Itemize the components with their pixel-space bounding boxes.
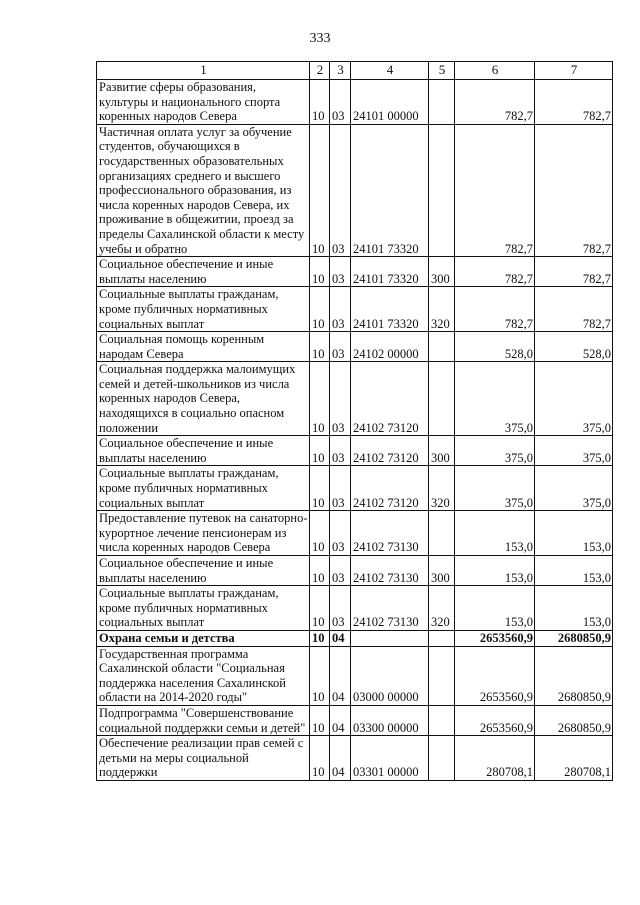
budget-table — [96, 61, 613, 781]
expense-type-code — [429, 646, 455, 705]
subsection-code: 03 — [330, 332, 351, 362]
row-name: Государственная программа Сахалинской области "Социальная поддержка населения Сахалинской области на 2014-2020 годы" — [97, 646, 310, 705]
target-article-code: 24102 73130 — [351, 556, 429, 586]
page-number: 333 — [309, 31, 331, 46]
amount-year-2: 375,0 — [535, 362, 613, 436]
expense-type-code — [429, 705, 455, 735]
subsection-code: 03 — [330, 287, 351, 332]
amount-year-2: 375,0 — [535, 436, 613, 466]
expense-type-code: 300 — [429, 556, 455, 586]
amount-year-2: 280708,1 — [535, 736, 613, 781]
target-article-code: 24101 73320 — [351, 124, 429, 256]
target-article-code: 24101 00000 — [351, 80, 429, 125]
amount-year-1: 2653560,9 — [455, 705, 535, 735]
subsection-code: 03 — [330, 124, 351, 256]
section-code: 10 — [310, 586, 330, 631]
amount-year-1: 2653560,9 — [455, 646, 535, 705]
row-name: Социальные выплаты гражданам, кроме публичных нормативных социальных выплат — [97, 466, 310, 511]
amount-year-2: 153,0 — [535, 556, 613, 586]
target-article-code — [351, 630, 429, 646]
header-cell: 2 — [310, 62, 330, 80]
row-name: Социальные выплаты гражданам, кроме публичных нормативных социальных выплат — [97, 287, 310, 332]
amount-year-1: 2653560,9 — [455, 630, 535, 646]
expense-type-code — [429, 736, 455, 781]
subsection-code: 03 — [330, 362, 351, 436]
table-row — [97, 630, 613, 646]
table-row — [97, 736, 613, 781]
subsection-code: 03 — [330, 436, 351, 466]
target-article-code: 03301 00000 — [351, 736, 429, 781]
section-code: 10 — [310, 362, 330, 436]
table-row — [97, 436, 613, 466]
expense-type-code: 320 — [429, 586, 455, 631]
amount-year-2: 782,7 — [535, 257, 613, 287]
row-name: Подпрограмма "Совершенствование социальной поддержки семьи и детей" — [97, 705, 310, 735]
amount-year-1: 782,7 — [455, 124, 535, 256]
table-row — [97, 124, 613, 256]
expense-type-code — [429, 630, 455, 646]
amount-year-2: 782,7 — [535, 124, 613, 256]
section-code: 10 — [310, 511, 330, 556]
row-name: Охрана семьи и детства — [97, 630, 310, 646]
row-name: Развитие сферы образования, культуры и национального спорта коренных народов Севера — [97, 80, 310, 125]
table-row — [97, 332, 613, 362]
amount-year-2: 153,0 — [535, 586, 613, 631]
expense-type-code — [429, 124, 455, 256]
table-row — [97, 257, 613, 287]
subsection-code: 03 — [330, 257, 351, 287]
target-article-code: 24101 73320 — [351, 257, 429, 287]
section-code: 10 — [310, 736, 330, 781]
section-code: 10 — [310, 287, 330, 332]
row-name: Социальное обеспечение и иные выплаты населению — [97, 257, 310, 287]
amount-year-2: 2680850,9 — [535, 646, 613, 705]
amount-year-1: 528,0 — [455, 332, 535, 362]
amount-year-1: 782,7 — [455, 287, 535, 332]
expense-type-code: 320 — [429, 466, 455, 511]
amount-year-2: 2680850,9 — [535, 705, 613, 735]
header-cell: 6 — [455, 62, 535, 80]
subsection-code: 04 — [330, 646, 351, 705]
expense-type-code — [429, 80, 455, 125]
header-cell: 4 — [351, 62, 429, 80]
row-name: Социальное обеспечение и иные выплаты населению — [97, 436, 310, 466]
target-article-code: 24102 73120 — [351, 362, 429, 436]
table-row — [97, 287, 613, 332]
amount-year-2: 2680850,9 — [535, 630, 613, 646]
expense-type-code: 300 — [429, 436, 455, 466]
section-code: 10 — [310, 257, 330, 287]
target-article-code: 24101 73320 — [351, 287, 429, 332]
amount-year-2: 375,0 — [535, 466, 613, 511]
amount-year-1: 153,0 — [455, 586, 535, 631]
subsection-code: 03 — [330, 556, 351, 586]
table-row — [97, 705, 613, 735]
expense-type-code — [429, 332, 455, 362]
subsection-code: 03 — [330, 466, 351, 511]
subsection-code: 04 — [330, 630, 351, 646]
section-code: 10 — [310, 466, 330, 511]
expense-type-code: 300 — [429, 257, 455, 287]
header-cell: 5 — [429, 62, 455, 80]
section-code: 10 — [310, 436, 330, 466]
target-article-code: 24102 73120 — [351, 466, 429, 511]
target-article-code: 24102 73120 — [351, 436, 429, 466]
table-row — [97, 80, 613, 125]
amount-year-2: 153,0 — [535, 511, 613, 556]
table-row — [97, 646, 613, 705]
subsection-code: 04 — [330, 705, 351, 735]
section-code: 10 — [310, 630, 330, 646]
subsection-code: 03 — [330, 511, 351, 556]
header-cell: 7 — [535, 62, 613, 80]
section-code: 10 — [310, 646, 330, 705]
target-article-code: 24102 73130 — [351, 511, 429, 556]
section-code: 10 — [310, 80, 330, 125]
table-row — [97, 511, 613, 556]
amount-year-2: 528,0 — [535, 332, 613, 362]
expense-type-code — [429, 362, 455, 436]
amount-year-2: 782,7 — [535, 287, 613, 332]
expense-type-code: 320 — [429, 287, 455, 332]
amount-year-1: 280708,1 — [455, 736, 535, 781]
table-row — [97, 556, 613, 586]
amount-year-1: 153,0 — [455, 556, 535, 586]
subsection-code: 03 — [330, 586, 351, 631]
target-article-code: 03000 00000 — [351, 646, 429, 705]
section-code: 10 — [310, 332, 330, 362]
expense-type-code — [429, 511, 455, 556]
amount-year-1: 375,0 — [455, 466, 535, 511]
section-code: 10 — [310, 124, 330, 256]
row-name: Частичная оплата услуг за обучение студентов, обучающихся в государственных образовательных организациях среднего и высшего профессионального образования, из числа коренных народов Севера, их проживание в общежитии, проезд за пределы Сахалинской области к месту учебы и обратно — [97, 124, 310, 256]
header-cell: 3 — [330, 62, 351, 80]
row-name: Социальная помощь коренным народам Севера — [97, 332, 310, 362]
amount-year-2: 782,7 — [535, 80, 613, 125]
subsection-code: 04 — [330, 736, 351, 781]
target-article-code: 24102 73130 — [351, 586, 429, 631]
target-article-code: 03300 00000 — [351, 705, 429, 735]
amount-year-1: 153,0 — [455, 511, 535, 556]
row-name: Социальная поддержка малоимущих семей и детей-школьников из числа коренных народов Севера, находящихся в социально опасном положении — [97, 362, 310, 436]
row-name: Социальное обеспечение и иные выплаты населению — [97, 556, 310, 586]
header-cell: 1 — [97, 62, 310, 80]
row-name: Предоставление путевок на санаторно-курортное лечение пенсионерам из числа коренных народов Севера — [97, 511, 310, 556]
header-row — [97, 62, 613, 80]
subsection-code: 03 — [330, 80, 351, 125]
table-row — [97, 586, 613, 631]
section-code: 10 — [310, 705, 330, 735]
amount-year-1: 375,0 — [455, 362, 535, 436]
row-name: Обеспечение реализации прав семей с детьми на меры социальной поддержки — [97, 736, 310, 781]
table-row — [97, 362, 613, 436]
amount-year-1: 782,7 — [455, 80, 535, 125]
section-code: 10 — [310, 556, 330, 586]
amount-year-1: 782,7 — [455, 257, 535, 287]
table-row — [97, 466, 613, 511]
target-article-code: 24102 00000 — [351, 332, 429, 362]
amount-year-1: 375,0 — [455, 436, 535, 466]
row-name: Социальные выплаты гражданам, кроме публичных нормативных социальных выплат — [97, 586, 310, 631]
